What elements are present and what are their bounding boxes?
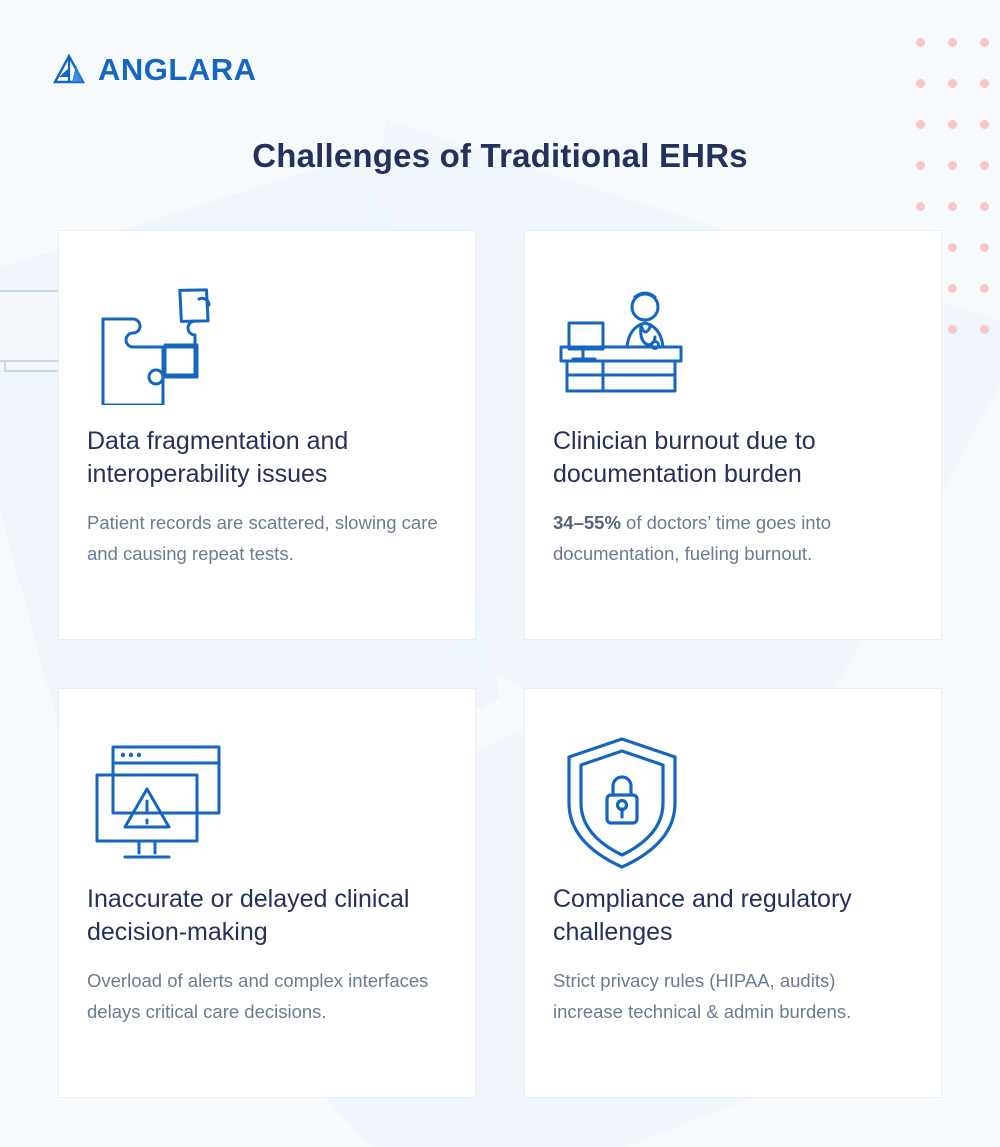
dot: [980, 38, 989, 47]
card-title: Clinician burnout due to documentation burden: [553, 427, 816, 488]
card-title: Compliance and regulatory challenges: [553, 885, 852, 946]
dot: [980, 284, 989, 293]
challenges-grid: [58, 230, 942, 1098]
card-description: Strict privacy rules (HIPAA, audits) increase technical & admin burdens.: [553, 970, 852, 1023]
dot: [980, 243, 989, 252]
dot: [980, 202, 989, 211]
card-title: Inaccurate or delayed clinical decision-making: [87, 885, 410, 946]
anglara-triangle-logo-icon: [52, 53, 86, 87]
dot: [980, 79, 989, 88]
dot: [948, 202, 957, 211]
dot: [916, 120, 925, 129]
dot: [948, 38, 957, 47]
dot: [948, 120, 957, 129]
dot: [980, 325, 989, 334]
monitor-outline-shape-base: [4, 362, 60, 372]
dot: [916, 202, 925, 211]
monitor-outline-shape: [0, 290, 60, 362]
brand-logo: [52, 52, 257, 88]
card-description: Overload of alerts and complex interfaces delays critical care decisions.: [87, 970, 429, 1023]
card-description-strong: 34–55%: [553, 512, 621, 533]
clinician-at-desk-icon: [553, 265, 907, 425]
dot: [916, 38, 925, 47]
challenge-card-compliance: [524, 688, 942, 1098]
monitor-alert-icon: [87, 723, 441, 883]
puzzle-pieces-icon: [87, 265, 441, 425]
dot: [980, 120, 989, 129]
card-description: [553, 507, 905, 569]
challenge-card-data-fragmentation: [58, 230, 476, 640]
dot: [948, 79, 957, 88]
challenge-card-clinical-decisions: [58, 688, 476, 1098]
page-title: Challenges of Traditional EHRs: [252, 137, 748, 174]
shield-lock-icon: [553, 723, 907, 883]
dot: [948, 243, 957, 252]
card-title: Data fragmentation and interoperability issues: [87, 427, 349, 488]
card-description: Patient records are scattered, slowing care and causing repeat tests.: [87, 512, 438, 565]
challenge-card-clinician-burnout: [524, 230, 942, 640]
dot: [948, 325, 957, 334]
dot: [948, 284, 957, 293]
dot: [916, 79, 925, 88]
card-description-rest: of doctors’ time goes into documentation, fueling burnout.: [553, 512, 832, 565]
brand-name: ANGLARA: [98, 52, 257, 87]
